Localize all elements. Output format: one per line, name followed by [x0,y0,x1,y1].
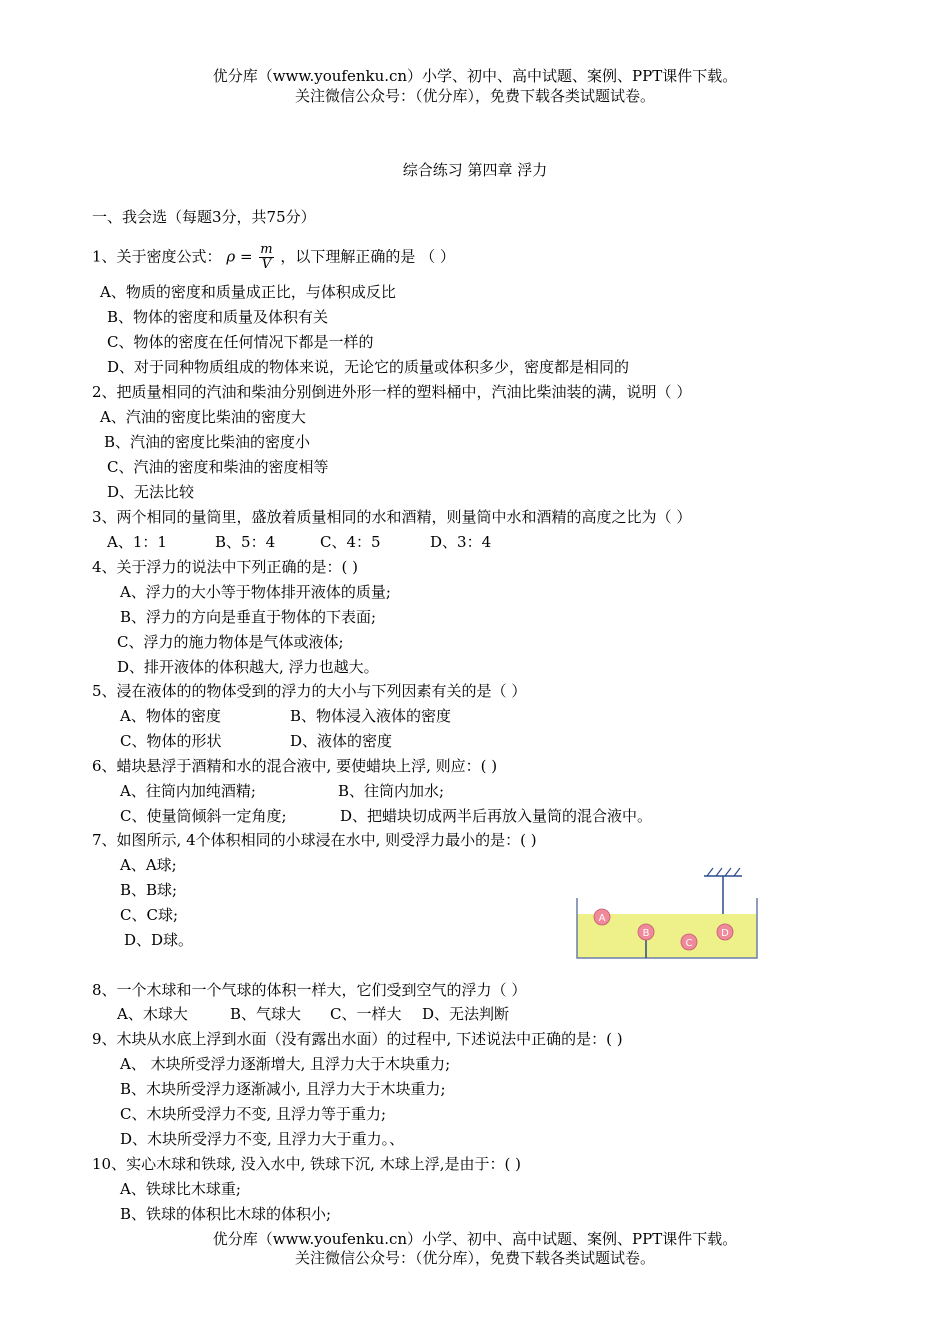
question-7-figure [570,862,770,966]
ball-c [681,934,697,950]
ball-c-label: C [685,938,693,949]
question-6-stem: 6、蜡块悬浮于酒精和水的混合液中, 要使蜡块上浮, 则应：( ) [92,757,498,775]
page-title: 综合练习 第四章 浮力 [402,161,548,179]
question-4-option-b: B、浮力的方向是垂直于物体的下表面; [120,608,377,626]
question-1-option-d: D、对于同种物质组成的物体来说，无论它的质量或体积多少，密度都是相同的 [107,358,630,376]
question-7-option-a: A、A球; [120,856,177,874]
question-4-option-c: C、浮力的施力物体是气体或液体; [117,633,344,651]
question-6-option-d: D、把蜡块切成两半后再放入量筒的混合液中。 [340,807,653,825]
ball-d [717,924,733,940]
question-7-stem: 7、如图所示, 4个体积相同的小球浸在水中, 则受浮力最小的是：( ) [92,831,537,849]
density-fraction [259,243,273,272]
question-1-stem [92,243,455,272]
question-8-option-b: B、气球大 [230,1005,302,1023]
question-3-stem: 3、两个相同的量筒里，盛放着质量相同的水和酒精，则量筒中水和酒精的高度之比为（ ） [92,508,692,526]
ceiling-hatch [707,868,740,876]
footer-line-1: 优分库（www.youfenku.cn）小学、初中、高中试题、案例、PPT课件下载。 [212,1230,738,1248]
density-symbol: ρ [226,247,236,266]
question-10-stem: 10、实心木球和铁球, 没入水中, 铁球下沉, 木球上浮,是由于：( ) [92,1155,521,1173]
ball-a [594,909,610,925]
question-10-option-a: A、铁球比木球重; [120,1180,241,1198]
question-5-stem: 5、浸在液体的的物体受到的浮力的大小与下列因素有关的是（ ） [92,682,527,700]
question-2-option-d: D、无法比较 [107,483,195,501]
question-6-option-b: B、往筒内加水; [338,782,445,800]
question-9-option-a: A、 木块所受浮力逐渐增大, 且浮力大于木块重力; [120,1055,451,1073]
question-9-option-d: D、木块所受浮力不变, 且浮力大于重力。、 [120,1130,405,1148]
equals-sign: = [239,247,253,266]
question-8-stem: 8、一个木球和一个气球的体积一样大，它们受到空气的浮力（ ） [92,981,527,999]
ball-d-label: D [721,928,729,939]
question-6-option-c: C、使量筒倾斜一定角度; [120,807,287,825]
question-9-option-b: B、木块所受浮力逐渐减小, 且浮力大于木块重力; [120,1080,446,1098]
question-8-option-d: D、无法判断 [422,1005,510,1023]
question-4-stem: 4、关于浮力的说法中下列正确的是：( ) [92,558,359,576]
question-1-option-b: B、物体的密度和质量及体积有关 [107,308,329,326]
section-heading: 一、我会选（每题3分，共75分） [92,208,316,226]
question-8-option-a: A、木球大 [117,1005,188,1023]
question-1-stem-post: ，以下理解正确的是 （ ） [280,247,455,266]
question-3-option-b: B、5：4 [215,533,276,551]
question-1-option-c: C、物体的密度在任何情况下都是一样的 [107,333,374,351]
footer-line-2: 关注微信公众号：（优分库），免费下载各类试题试卷。 [294,1249,655,1267]
question-6-option-a: A、往筒内加纯酒精; [120,782,256,800]
fraction-numerator: m [260,242,273,257]
question-3-option-c: C、4：5 [320,533,381,551]
header-line-2: 关注微信公众号：（优分库），免费下载各类试题试卷。 [294,87,655,105]
question-3-option-d: D、3：4 [430,533,492,551]
fraction-denominator: V [261,257,272,272]
question-5-option-c: C、物体的形状 [120,732,222,750]
ball-b-label: B [642,928,650,939]
header-line-1: 优分库（www.youfenku.cn）小学、初中、高中试题、案例、PPT课件下载。 [212,67,738,85]
question-4-option-a: A、浮力的大小等于物体排开液体的质量; [120,583,391,601]
question-9-stem: 9、木块从水底上浮到水面（没有露出水面）的过程中, 下述说法中正确的是：( ) [92,1030,623,1048]
question-3-option-a: A、1：1 [107,533,167,551]
question-5-option-d: D、液体的密度 [290,732,393,750]
question-1-stem-pre: 1、关于密度公式： [92,247,222,266]
question-7-option-b: B、B球; [120,881,178,899]
question-8-option-c: C、一样大 [330,1005,402,1023]
question-5-option-a: A、物体的密度 [120,707,221,725]
question-1-option-a: A、物质的密度和质量成正比，与体积成反比 [100,283,396,301]
question-9-option-c: C、木块所受浮力不变, 且浮力等于重力; [120,1105,387,1123]
question-7-option-d: D、D球。 [124,931,194,949]
question-2-option-c: C、汽油的密度和柴油的密度相等 [107,458,329,476]
question-2-option-b: B、汽油的密度比柴油的密度小 [104,433,311,451]
question-10-option-b: B、铁球的体积比木球的体积小; [120,1205,332,1223]
ball-a-label: A [598,913,606,924]
question-5-option-b: B、物体浸入液体的密度 [290,707,452,725]
question-2-option-a: A、汽油的密度比柴油的密度大 [100,408,306,426]
question-7-option-c: C、C球; [120,906,179,924]
ball-b [638,924,654,940]
question-4-option-d: D、排开液体的体积越大, 浮力也越大。 [117,658,379,676]
question-2-stem: 2、把质量相同的汽油和柴油分别倒进外形一样的塑料桶中，汽油比柴油装的满，说明（ ） [92,383,692,401]
